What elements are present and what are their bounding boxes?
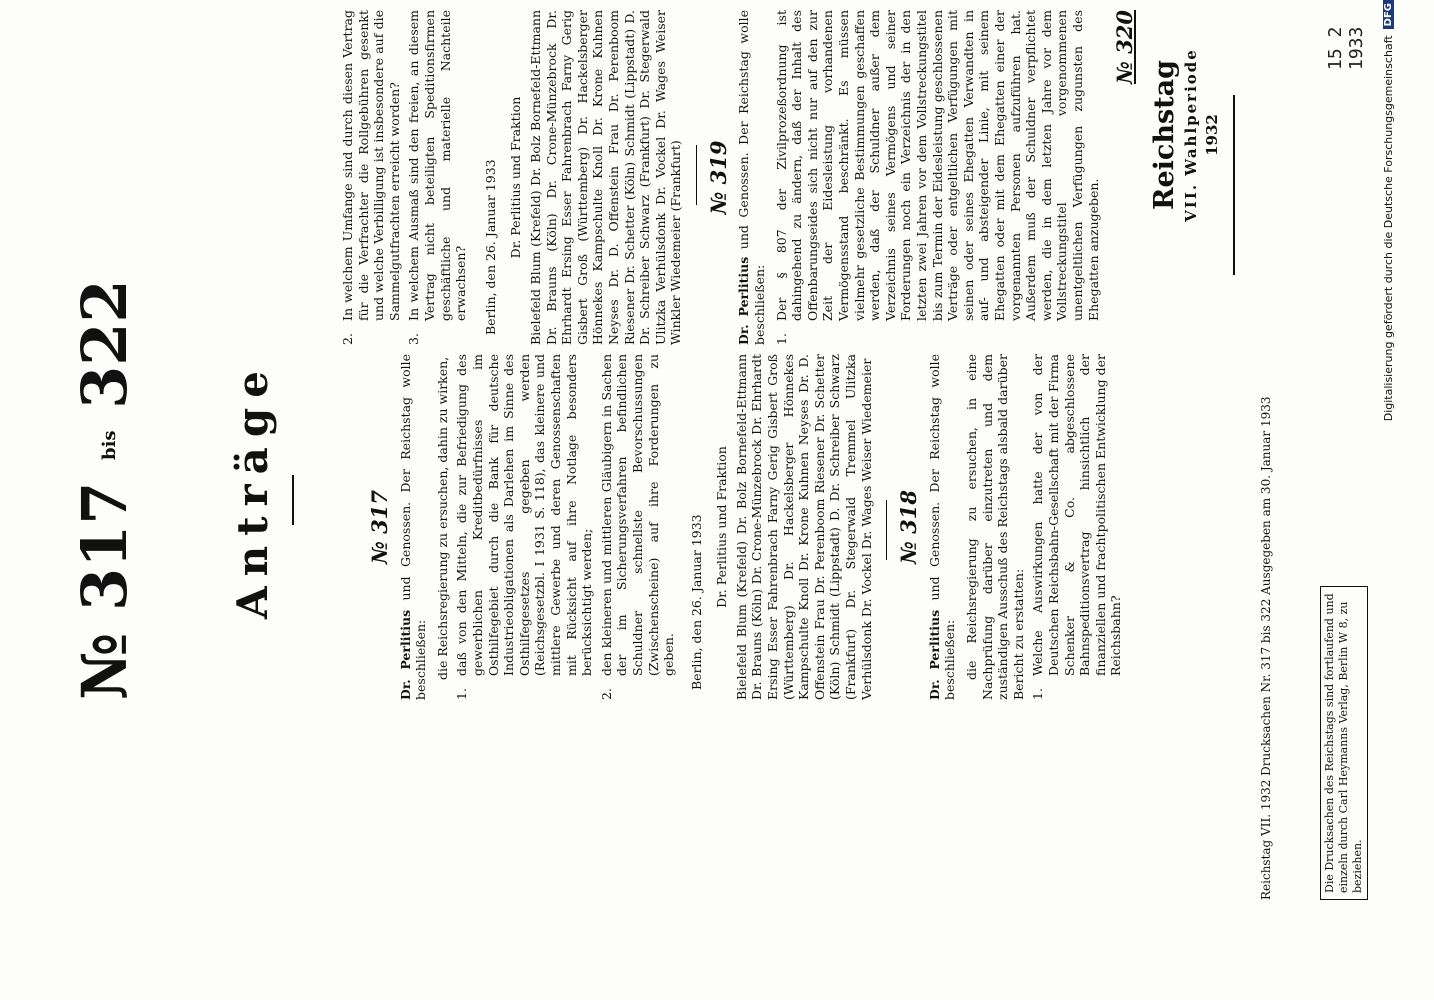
list-text: Der § 807 der Zivilprozeßordnung ist dahingehend zu ändern, daß der Inhalt des Offenbarungseides sich nicht nur auf den zur Zeit der Eidesleistung vorhandenen Vermögensstand beschränkt. Es müssen vielmehr gesetzliche Bestimmungen geschaffen werden, daß der Schuldner außer dem Verzeichnis seines Vermögens und seiner Forderungen noch ein Verzeichnis der in den letzten zwei Jahren vor dem Vollstreckungstitel bis zum Termin der Eidesleistung geschlossenen Verträge oder entgeltlichen Verfügungen mit seinen oder seines Ehegatten Verwandten in auf- und absteigender Linie, mit seinem Ehegatten oder mit dem Ehegatten einer der vorgenannten Personen aufzuführen hat. Außerdem muß der Schuldner verpflichtet werden, die in dem letzten Jahre vor dem Vollstreckungstitel vorgenommenen unentgeltlichen Verfügungen zugunsten des Ehegatten anzugeben. xyxy=(773,10,1101,321)
motion-318-item xyxy=(1030,354,1124,700)
reichstag-header xyxy=(1150,5,1222,265)
motion-318-intro xyxy=(927,354,958,700)
motion-318-signature-head: Dr. Perlitius und Fraktion xyxy=(508,96,524,259)
stamp-date: 15 2 1933 xyxy=(1325,26,1367,70)
list-number: 2. xyxy=(598,688,614,700)
motion-318-signatures: Bielefeld Blum (Krefeld) Dr. Bolz Bornefeld-Ettmann Dr. Brauns (Köln) Dr. Crone-Münzebrock Dr. Ehrhardt Ersing Esser Fahrenbrach Farny Gerig Gisbert Groß (Württemberg) Dr. Hackelsberger Hönnekes Kampschulte Knoll Dr. Krone Kuhnen Neyses Dr. D. Offenstein Frau Dr. Perenboom Riesener Dr. Schetter (Köln) Schmidt (Lippstadt) D. Dr. Schreiber Schwarz (Frankfurt) Dr. Stegerwald Ulitzka Verhülsdonk Dr. Vockel Dr. Wages Weiser Winkler Wiedemeier (Frankfurt) xyxy=(527,10,684,345)
motion-319-intro-text: und Genossen. Der Reichstag wolle beschließen: xyxy=(736,10,768,345)
list-text: den kleineren und mittleren Gläubigern in Sachen der im Sicherungsverfahren befindlichen Schuldner schnellste Bevorschussungen (Zwischenscheine) auf ihre Forderungen zu geben. xyxy=(598,354,677,676)
reichstag-title: Reichstag xyxy=(1149,60,1180,210)
motion-317-lead: die Reichsregierung zu ersuchen, dahin zu wirken, xyxy=(434,356,450,680)
motion-317-intro-text: und Genossen. Der Reichstag wolle beschließen: xyxy=(397,354,429,700)
motion-319-item xyxy=(774,10,1101,345)
credit-text: Digitalisierung gefördert durch die Deutsche Forschungsgemeinschaft xyxy=(1381,35,1395,422)
header-rule xyxy=(1233,95,1235,275)
list-number: 1. xyxy=(773,333,789,345)
digitization-credit xyxy=(1378,0,1398,422)
dfg-logo: DFG xyxy=(1383,0,1394,29)
footer-line: Reichstag VII. 1932 Drucksachen Nr. 317 bis 322 Ausgegeben am 30. Januar 1933 xyxy=(1259,396,1273,900)
list-number: 1. xyxy=(454,688,470,700)
list-text: In welchem Umfange sind durch diesen Vertrag für die Verfrachter die Rollgebühren gesenkt und welche Verbilligung ist insbesondere auf die Sammelgutfrachten erreicht worden? xyxy=(340,10,402,321)
column-1-divider xyxy=(886,500,887,560)
motion-317-author: Dr. Perlitius xyxy=(397,609,413,700)
motion-317-date: Berlin, den 26. Januar 1933 xyxy=(688,514,704,690)
title-number-sign: № xyxy=(68,632,141,700)
list-text: daß von den Mitteln, die zur Befriedigung des gewerblichen Kreditbedürfnisses im Osthilfegebiet durch die Bank für deutsche Industrieobligationen als Darlehen im Sinne des Osthilfegesetzes gegeben werden (Reichsgesetzbl. I 1931 S. 118), das kleinere und mittlere Gewerbe und deren Genossenschaften mit Rücksicht auf ihre Notlage besonders berücksichtigt werden; xyxy=(454,354,595,676)
motion-318-lead: die Reichsregierung zu ersuchen, in eine Nachprüfung darüber einzutreten und dem zuständigen Ausschuß des Reichstags alsbald darüber Bericht zu erstatten: xyxy=(964,354,1026,700)
list-number: 1. xyxy=(1030,688,1046,700)
heading-rule xyxy=(292,475,294,525)
title-from: 317 xyxy=(68,481,141,612)
motion-318-author: Dr. Perlitius xyxy=(926,609,942,700)
motion-318-item xyxy=(406,10,468,345)
column-2-divider xyxy=(696,145,697,205)
motion-318-item xyxy=(340,10,402,345)
motion-317-item xyxy=(454,354,594,700)
column-1 xyxy=(367,354,1124,700)
heading-antraege: Anträge xyxy=(228,361,277,619)
motion-319-number: № 319 xyxy=(705,140,731,215)
title-bis: bis xyxy=(99,430,120,460)
list-text: Welche Auswirkungen hatte der von der Deutschen Reichsbahn-Gesellschaft mit der Firma Schenker & Co. abgeschlossene Bahnspeditionsvertrag hinsichtlich der finanziellen und frachtpolitischen Entwicklung der Reichsbahn? xyxy=(1030,354,1124,676)
motion-318-intro-text: und Genossen. Der Reichstag wolle beschließen: xyxy=(926,354,958,700)
list-text: In welchem Ausmaß sind den freien, an diesem Vertrag nicht beteiligten Speditionsfirmen geschäftliche und materielle Nachteile erwachsen? xyxy=(406,10,469,321)
motion-320-number: № 320 xyxy=(1112,10,1138,84)
motion-319-author: Dr. Perlitius xyxy=(736,256,752,345)
motion-317-signature-head: Dr. Perlitius und Fraktion xyxy=(714,446,730,608)
motion-317-intro xyxy=(398,354,429,700)
motion-318-number: № 318 xyxy=(896,490,922,564)
list-number: 2. xyxy=(340,333,355,345)
column-2 xyxy=(340,10,1138,345)
title-to: 322 xyxy=(68,279,141,409)
motion-317-item xyxy=(599,354,677,700)
document-number-title xyxy=(70,280,145,700)
list-number: 3. xyxy=(406,333,422,345)
motion-318-date: Berlin, den 26. Januar 1933 xyxy=(482,159,498,335)
reichstag-period: VII. Wahlperiode xyxy=(1182,48,1200,222)
motion-319-intro xyxy=(736,10,767,345)
reichstag-year: 1932 xyxy=(1203,114,1221,156)
motion-317-number: № 317 xyxy=(367,490,392,564)
footer-box: Die Drucksachen des Reichstags sind fortlaufend und einzeln durch Carl Heymanns Verlag, Berlin W 8, zu beziehen. xyxy=(1320,586,1368,900)
motion-317-signatures: Bielefeld Blum (Krefeld) Dr. Bolz Bornefeld-Ettmann Dr. Brauns (Köln) Dr. Crone-Münzebrock Dr. Ehrhardt Ersing Esser Fahrenbrach Farny Gerig Gisbert Groß (Württemberg) Dr. Hackelsberger Hönnekes Kampschulte Knoll Dr. Krone Kuhnen Neyses Dr. D. Offenstein Frau Dr. Perenboom Riesener Dr. Schetter (Köln) Schmidt (Lippstadt) D. Dr. Schreiber Schwarz (Frankfurt) Dr. Stegerwald Tremmel Ulitzka Verhülsdonk Dr. Vockel Dr. Wages Weiser Wiedemeier xyxy=(733,354,874,700)
